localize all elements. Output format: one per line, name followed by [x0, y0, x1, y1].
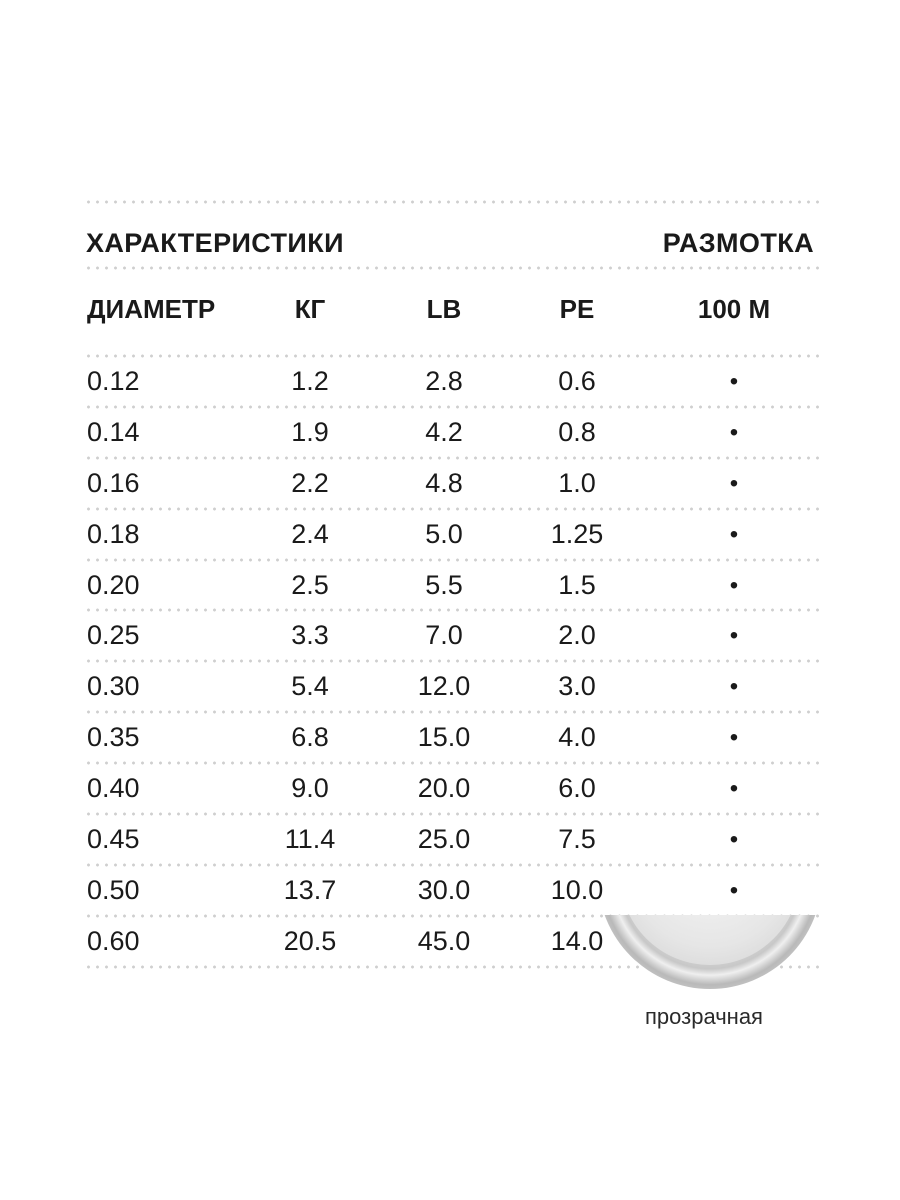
cell-kg: 3.3 — [291, 620, 329, 651]
table-row — [84, 409, 824, 456]
cell-diameter: 0.50 — [87, 874, 140, 905]
cell-lb: 20.0 — [417, 773, 471, 804]
cell-kg: 1.2 — [291, 366, 329, 396]
cell-length: • — [729, 826, 739, 854]
cell-diameter: 0.45 — [87, 824, 140, 855]
cell-kg: 1.9 — [291, 416, 329, 447]
cell-diameter: 0.40 — [87, 773, 140, 804]
header-lb: LB — [426, 294, 462, 324]
cell-diameter: 0.20 — [87, 569, 140, 600]
cell-lb: 4.2 — [425, 416, 463, 447]
spool-image — [598, 915, 822, 995]
table-row — [84, 358, 824, 405]
cell-kg: 20.5 — [283, 925, 337, 956]
table-row — [84, 765, 824, 812]
cell-diameter: 0.12 — [87, 366, 140, 396]
cell-pe: 4.0 — [558, 722, 596, 753]
cell-kg: 9.0 — [291, 773, 329, 804]
cell-kg: 2.5 — [291, 569, 329, 600]
cell-pe: 10.0 — [550, 874, 604, 905]
cell-kg: 11.4 — [284, 824, 336, 855]
cell-pe: 1.0 — [558, 467, 596, 498]
cell-pe: 2.0 — [558, 620, 596, 651]
header-diameter: ДИАМЕТР — [87, 294, 216, 324]
cell-length: • — [729, 775, 739, 803]
cell-pe: 6.0 — [558, 773, 596, 804]
table-row — [84, 562, 824, 609]
spec-sheet — [84, 200, 824, 969]
cell-kg: 6.8 — [291, 722, 329, 753]
cell-pe: 0.6 — [558, 366, 596, 396]
cell-pe: 0.8 — [558, 416, 596, 447]
table-row — [84, 867, 824, 914]
cell-length: • — [729, 571, 739, 599]
cell-length: • — [729, 876, 739, 904]
cell-length: • — [729, 368, 739, 395]
cell-lb: 7.0 — [425, 620, 463, 651]
cell-pe: 7.5 — [558, 824, 596, 855]
header-pe: PE — [559, 294, 595, 324]
cell-diameter: 0.60 — [87, 925, 140, 956]
header-length: 100 М — [697, 294, 771, 324]
cell-lb: 25.0 — [417, 824, 471, 855]
cell-pe: 1.25 — [550, 518, 604, 549]
cell-length: • — [729, 418, 739, 446]
cell-lb: 2.8 — [425, 366, 463, 396]
spooling-title: РАЗМОТКА — [662, 228, 814, 258]
cell-kg: 5.4 — [291, 671, 329, 702]
cell-kg: 2.4 — [291, 518, 329, 549]
table-row — [84, 663, 824, 710]
table-row — [84, 714, 824, 761]
cell-diameter: 0.25 — [87, 620, 140, 651]
cell-diameter: 0.14 — [87, 416, 140, 447]
table-row — [84, 816, 824, 863]
cell-length: • — [729, 673, 739, 701]
cell-kg: 13.7 — [283, 874, 337, 905]
cell-length: • — [729, 520, 739, 548]
cell-pe: 3.0 — [558, 671, 596, 702]
table-row — [84, 460, 824, 507]
cell-length: • — [729, 622, 739, 650]
table-row — [84, 511, 824, 558]
cell-lb: 45.0 — [417, 925, 471, 956]
cell-lb: 30.0 — [417, 874, 471, 905]
table-row — [84, 612, 824, 659]
cell-diameter: 0.35 — [87, 722, 140, 753]
cell-lb: 5.0 — [425, 518, 463, 549]
table-body — [84, 358, 824, 969]
cell-diameter: 0.18 — [87, 518, 140, 549]
cell-pe: 14.0 — [550, 925, 604, 956]
characteristics-title: ХАРАКТЕРИСТИКИ — [86, 228, 344, 258]
table-header — [84, 270, 824, 354]
cell-lb: 5.5 — [425, 569, 463, 600]
cell-lb: 12.0 — [417, 671, 471, 702]
cell-lb: 4.8 — [425, 467, 463, 498]
title-row — [84, 204, 824, 266]
cell-length: • — [729, 724, 739, 752]
cell-length: • — [729, 469, 739, 497]
header-kg: КГ — [294, 294, 326, 324]
cell-kg: 2.2 — [291, 467, 329, 498]
color-label: прозрачная — [645, 1004, 763, 1029]
cell-pe: 1.5 — [558, 569, 596, 600]
cell-diameter: 0.16 — [87, 467, 140, 498]
cell-diameter: 0.30 — [87, 671, 140, 702]
cell-lb: 15.0 — [417, 722, 471, 753]
